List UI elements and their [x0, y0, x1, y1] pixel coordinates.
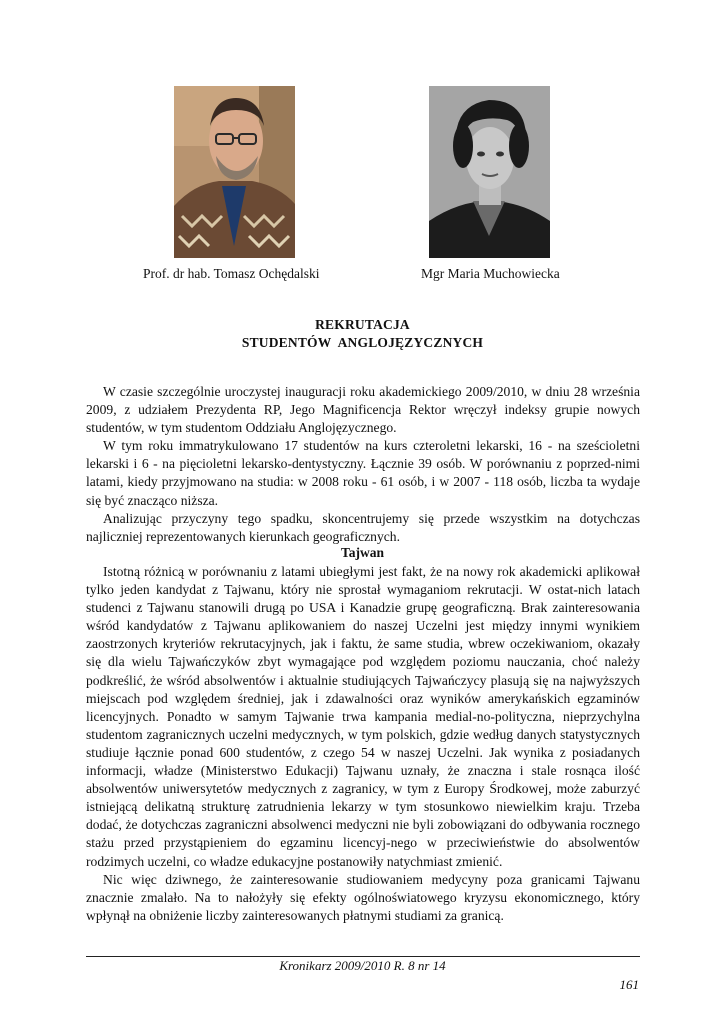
article-title-line-2: STUDENTÓW ANGLOJĘZYCZNYCH — [241, 335, 484, 350]
intro-section — [86, 383, 640, 546]
portrait-man-image — [174, 86, 295, 258]
paragraph: Nic więc dziwnego, że zainteresowanie studiowaniem medycyny poza granicami Tajwanu znacznie zmalało. Na to nałożyły się efekty ogólnoświatowego kryzysu ekonomicznego, który wpłynął na obniżenie liczby zainteresowanych płatnymi studiami za granicą. — [86, 871, 640, 923]
section-heading-tajwan: Tajwan — [340, 545, 385, 560]
paragraph: Istotną różnicą w porównaniu z latami ubiegłymi jest fakt, że na nowy rok akademicki aplikował tylko jeden kandydat z Tajwanu, który nie sprostał wymaganiom rekrutacji. W ostat-nich latach studenci z Tajwanu stanowili drugą po USA i Kanadzie grupę geograficzną. Brak zainteresowania wśród kandydatów z Tajwanu aplikowaniem do naszej Uczelni jest między innymi wynikiem zaostrzonych kryteriów rekrutacyjnych, jak i faktu, że same studia, wbrew oczekiwaniom, okazały się dla wielu Tajwańczyków zbyt wymagające pod względem poziomu nauczania, choć należy podkreślić, że wśród absolwentów i aktualnie studiujących Tajwańczycy plasują się na najwyższych miejscach pod względem średniej, jak i zdawalności oraz wyników amerykańskich egzaminów licencyjnych. Ponadto w samym Tajwanie trwa kampania medial-no-polityczna, nieprzychylna studentom zagranicznych uczelni medycznych, w tym polskich, gdzie według danych statystycznych studiuje łącznie ponad 600 studentów, z czego 54 w naszej Uczelni. Jak wynika z posiadanych informacji, władze (Ministerstwo Edukacji) Tajwanu uznały, że znaczna i stale rosnąca ilość absolwentów uniwersytetów medycznych z zagranicy, w tym z Europy Środkowej, może zaburzyć istniejącą delikatną strukturę zatrudnienia lekarzy w tym stosunkowo niewielkim kraju. Trzeba dodać, że dotychczas zagraniczni absolwenci medyczni nie byli zobowiązani do odbywania rocznego stażu przed przystąpieniem do egzaminu licencyj-nego w przeciwieństwie do absolwentów rodzimych uczelni, co władze edukacyjne postanowiły natychmiast zmienić. — [86, 564, 640, 869]
portrait-photo-right — [429, 86, 550, 258]
photo-caption-left: Prof. dr hab. Tomasz Ochędalski — [143, 266, 320, 281]
paragraph: Analizując przyczyny tego spadku, skoncentrujemy się przede wszystkim na dotychczas najliczniej reprezentowanych kierunkach geograficznych. — [86, 510, 640, 544]
footer-journal-title: Kronikarz 2009/2010 R. 8 nr 14 — [279, 958, 446, 973]
footer-divider — [86, 956, 640, 957]
page-number: 161 — [619, 977, 639, 992]
portrait-photo-left — [174, 86, 295, 258]
paragraph: W czasie szczególnie uroczystej inauguracji roku akademickiego 2009/2010, w dniu 28 września 2009, z udziałem Prezydenta RP, Jego Magnificencja Rektor wręczył indeksy grupie nowych studentów, w tym studentom Oddziału Anglojęzycznego. — [86, 384, 640, 436]
photo-caption-right: Mgr Maria Muchowiecka — [421, 266, 560, 281]
paragraph: W tym roku immatrykulowano 17 studentów na kurs czteroletni lekarski, 16 - na sześcioletni lekarski i 6 - na pięcioletni lekarsko-dentystyczny. Łącznie 39 osób. W porównaniu z poprzed-nimi latami, kiedy przyjmowano na studia: w 2008 roku - 61 osób, i w 2007 - 118 osób, liczba ta wydaje się być znacząco niższa. — [86, 438, 640, 508]
portrait-woman-image — [429, 86, 550, 258]
tajwan-section — [86, 563, 640, 925]
article-title-line-1: REKRUTACJA — [315, 317, 410, 332]
